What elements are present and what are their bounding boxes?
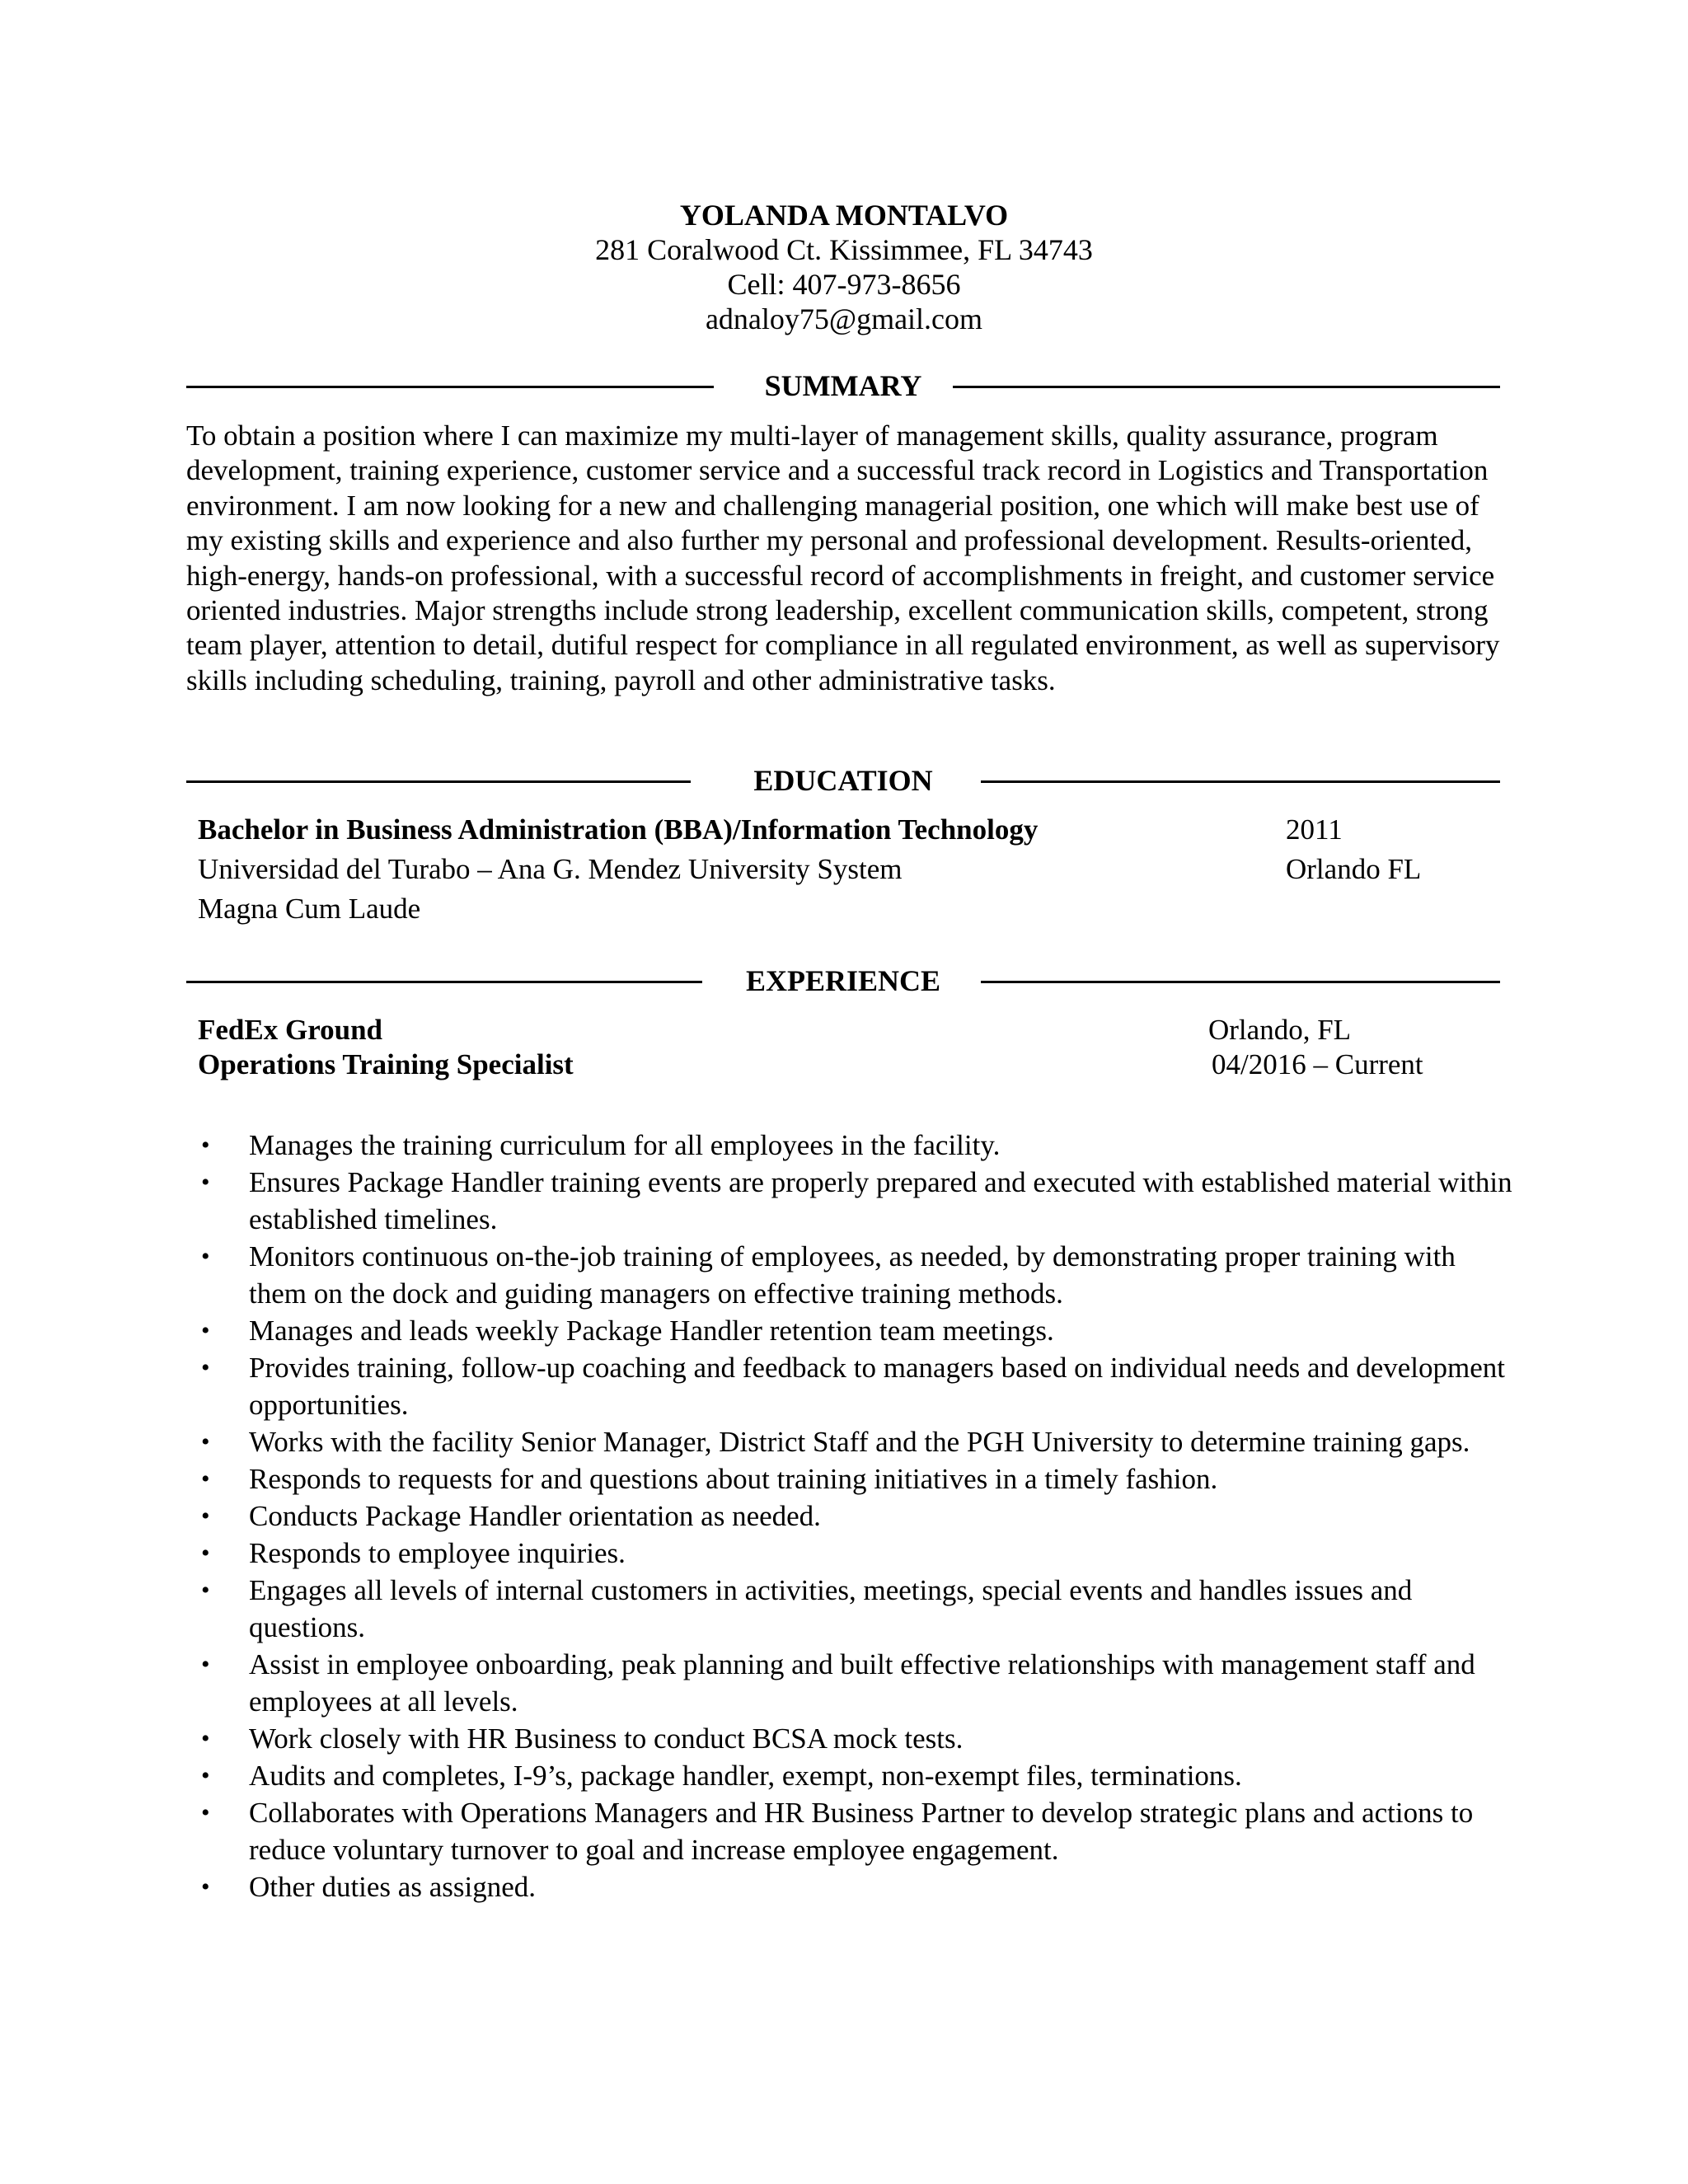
degree: Bachelor in Business Administration (BBA)/Information Technology — [198, 813, 1039, 846]
candidate-name: YOLANDA MONTALVO — [679, 199, 1009, 232]
summary-title: SUMMARY — [764, 369, 922, 402]
bullet-icon: • — [201, 1762, 210, 1789]
bullet-text: Ensures Package Handler training events are properly prepared and executed with established material within established timelines. — [249, 1166, 1512, 1235]
bullet-text: Collaborates with Operations Managers and HR Business Partner to develop strategic plans and actions to reduce voluntary turnover to goal and increase employee engagement. — [249, 1797, 1474, 1866]
bullet-icon: • — [201, 1540, 210, 1567]
phone: Cell: 407-973-8656 — [727, 268, 961, 301]
bullet-text: Works with the facility Senior Manager, District Staff and the PGH University to determine training gaps. — [249, 1426, 1470, 1458]
company: FedEx Ground — [198, 1014, 382, 1046]
list-item — [198, 1238, 1517, 1312]
bullet-icon: • — [201, 1317, 210, 1344]
email: adnaloy75@gmail.com — [705, 302, 983, 335]
list-item — [198, 1312, 1517, 1349]
bullet-text: Responds to requests for and questions about training initiatives in a timely fashion. — [249, 1463, 1218, 1495]
summary-heading — [186, 368, 1500, 404]
school: Universidad del Turabo – Ana G. Mendez University System — [198, 853, 903, 885]
bullet-icon: • — [201, 1243, 210, 1270]
list-item — [198, 1572, 1517, 1646]
list-item — [198, 1868, 1517, 1905]
bullet-text: Manages and leads weekly Package Handler retention team meetings. — [249, 1315, 1054, 1347]
bullet-text: Responds to employee inquiries. — [249, 1537, 626, 1569]
heading-rule-right — [981, 780, 1500, 783]
bullet-text: Provides training, follow-up coaching and feedback to managers based on individual needs and development opportunities. — [249, 1352, 1506, 1421]
experience-bullets — [198, 1127, 1517, 1905]
list-item — [198, 1535, 1517, 1572]
list-item — [198, 1164, 1517, 1238]
bullet-icon: • — [201, 1428, 210, 1455]
bullet-text: Other duties as assigned. — [249, 1871, 536, 1903]
bullet-text: Manages the training curriculum for all employees in the facility. — [249, 1129, 1001, 1161]
bullet-icon: • — [201, 1873, 210, 1900]
list-item — [198, 1646, 1517, 1720]
experience-title: EXPERIENCE — [745, 964, 941, 997]
bullet-text: Engages all levels of internal customers in activities, meetings, special events and handles issues and questions. — [249, 1574, 1413, 1643]
school-location: Orlando FL — [1286, 853, 1422, 885]
heading-rule-right — [981, 981, 1500, 983]
experience-title-row — [198, 1047, 1517, 1082]
list-item — [198, 1423, 1517, 1460]
list-item — [198, 1349, 1517, 1423]
honors: Magna Cum Laude — [198, 893, 421, 925]
bullet-icon: • — [201, 1354, 210, 1381]
summary-text: To obtain a position where I can maximize my multi-layer of management skills, quality assurance, program development, training experience, customer service and a successful track record in Logistics and Transportation environment. I am now looking for a new and challenging managerial position, one which will make best use of my existing skills and experience and also further my personal and professional development. Results-oriented, high-energy, hands-on professional, with a successful record of accomplishments in freight, and customer service oriented industries. Major strengths include strong leadership, excellent communication skills, competent, strong team player, attention to detail, dutiful respect for compliance in all regulated environment, as well as supervisory skills including scheduling, training, payroll and other administrative tasks. — [186, 419, 1500, 696]
job-dates: 04/2016 – Current — [1212, 1048, 1423, 1080]
education-school-row — [198, 852, 1517, 887]
bullet-text: Audits and completes, I-9’s, package handler, exempt, non-exempt files, terminations. — [249, 1760, 1242, 1792]
bullet-icon: • — [201, 1465, 210, 1493]
bullet-text: Assist in employee onboarding, peak planning and built effective relationships with management staff and employees at all levels. — [249, 1648, 1475, 1718]
education-heading — [186, 762, 1500, 799]
bullet-icon: • — [201, 1725, 210, 1752]
bullet-icon: • — [201, 1502, 210, 1530]
experience-heading — [186, 963, 1500, 999]
bullet-text: Conducts Package Handler orientation as needed. — [249, 1500, 821, 1532]
list-item — [198, 1460, 1517, 1497]
bullet-icon: • — [201, 1132, 210, 1159]
resume-header — [0, 198, 1688, 336]
education-degree-row — [198, 813, 1517, 847]
education-title: EDUCATION — [753, 764, 933, 797]
bullet-text: Work closely with HR Business to conduct BCSA mock tests. — [249, 1722, 964, 1755]
education-honors-row — [198, 892, 1517, 926]
list-item — [198, 1757, 1517, 1794]
bullet-icon: • — [201, 1651, 210, 1678]
list-item — [198, 1127, 1517, 1164]
list-item — [198, 1497, 1517, 1535]
job-location: Orlando, FL — [1208, 1014, 1352, 1046]
graduation-year: 2011 — [1286, 813, 1343, 846]
bullet-icon: • — [201, 1799, 210, 1826]
bullet-text: Monitors continuous on-the-job training of employees, as needed, by demonstrating proper training with them on the dock and guiding managers on effective training methods. — [249, 1240, 1456, 1310]
bullet-icon: • — [201, 1169, 210, 1196]
address: 281 Coralwood Ct. Kissimmee, FL 34743 — [595, 233, 1093, 266]
list-item — [198, 1720, 1517, 1757]
list-item — [198, 1794, 1517, 1868]
job-title: Operations Training Specialist — [198, 1048, 574, 1080]
heading-rule-right — [953, 386, 1500, 388]
experience-company-row — [198, 1013, 1517, 1047]
bullet-icon: • — [201, 1577, 210, 1604]
